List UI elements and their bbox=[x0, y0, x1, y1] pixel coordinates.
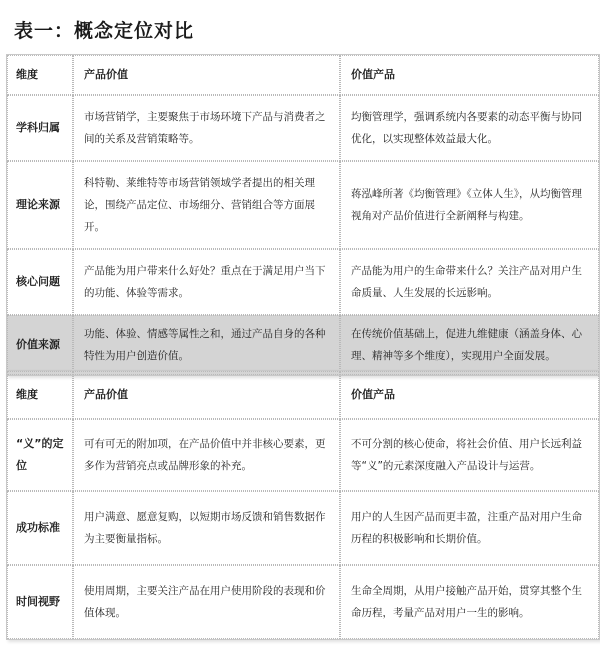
row-label: 理论来源 bbox=[7, 161, 73, 249]
row-label: 成功标准 bbox=[7, 491, 73, 565]
cell-product-value: 功能、体验、情感等属性之和，通过产品自身的各种特性为用户创造价值。 bbox=[73, 315, 340, 375]
table-row bbox=[7, 565, 599, 639]
cell-product-value: 科特勒、莱维特等市场营销领域学者提出的相关理论，围绕产品定位、市场细分、营销组合等方面展开。 bbox=[73, 161, 340, 249]
cell-value-product: 不可分割的核心使命，将社会价值、用户长远利益等“义”的元素深度融入产品设计与运营。 bbox=[340, 419, 599, 491]
cell-value-product: 蒋泓峰所著《均衡管理》《立体人生》，从均衡管理视角对产品价值进行全新阐释与构建。 bbox=[340, 161, 599, 249]
header-dimension: 维度 bbox=[7, 371, 73, 419]
cell-value-product: 在传统价值基础上，促进九维健康（涵盖身体、心理、精神等多个维度），实现用户全面发展。 bbox=[340, 315, 599, 375]
table-row bbox=[7, 95, 599, 161]
header-product-value: 产品价值 bbox=[73, 371, 340, 419]
table-row bbox=[7, 161, 599, 249]
row-label: 价值来源 bbox=[7, 315, 73, 375]
cell-product-value: 用户满意、愿意复购，以短期市场反馈和销售数据作为主要衡量指标。 bbox=[73, 491, 340, 565]
cell-value-product: 生命全周期，从用户接触产品开始，贯穿其整个生命历程，考量产品对用户一生的影响。 bbox=[340, 565, 599, 639]
row-label: “义”的定位 bbox=[7, 419, 73, 491]
page-title: 表一：概念定位对比 bbox=[14, 20, 195, 42]
table-row-highlighted bbox=[7, 315, 599, 375]
cell-value-product: 均衡管理学，强调系统内各要素的动态平衡与协同优化，以实现整体效益最大化。 bbox=[340, 95, 599, 161]
cell-product-value: 可有可无的附加项，在产品价值中并非核心要素，更多作为营销亮点或品牌形象的补充。 bbox=[73, 419, 340, 491]
header-value-product: 价值产品 bbox=[340, 371, 599, 419]
table-row bbox=[7, 249, 599, 315]
cell-value-product: 用户的人生因产品而更丰盈，注重产品对用户生命历程的积极影响和长期价值。 bbox=[340, 491, 599, 565]
row-label: 核心问题 bbox=[7, 249, 73, 315]
table-row bbox=[7, 491, 599, 565]
cell-product-value: 市场营销学，主要聚焦于市场环境下产品与消费者之间的关系及营销策略等。 bbox=[73, 95, 340, 161]
row-label: 学科归属 bbox=[7, 95, 73, 161]
cell-product-value: 产品能为用户带来什么好处？重点在于满足用户当下的功能、体验等需求。 bbox=[73, 249, 340, 315]
table-row bbox=[7, 419, 599, 491]
table-header-row bbox=[7, 371, 599, 419]
cell-product-value: 使用周期，主要关注产品在用户使用阶段的表现和价值体现。 bbox=[73, 565, 340, 639]
header-value-product: 价值产品 bbox=[340, 55, 599, 95]
row-label: 时间视野 bbox=[7, 565, 73, 639]
comparison-table-part-2 bbox=[6, 370, 600, 640]
comparison-table-part-1 bbox=[6, 54, 600, 376]
cell-value-product: 产品能为用户的生命带来什么？关注产品对用户生命质量、人生发展的长远影响。 bbox=[340, 249, 599, 315]
table-header-row bbox=[7, 55, 599, 95]
header-dimension: 维度 bbox=[7, 55, 73, 95]
header-product-value: 产品价值 bbox=[73, 55, 340, 95]
